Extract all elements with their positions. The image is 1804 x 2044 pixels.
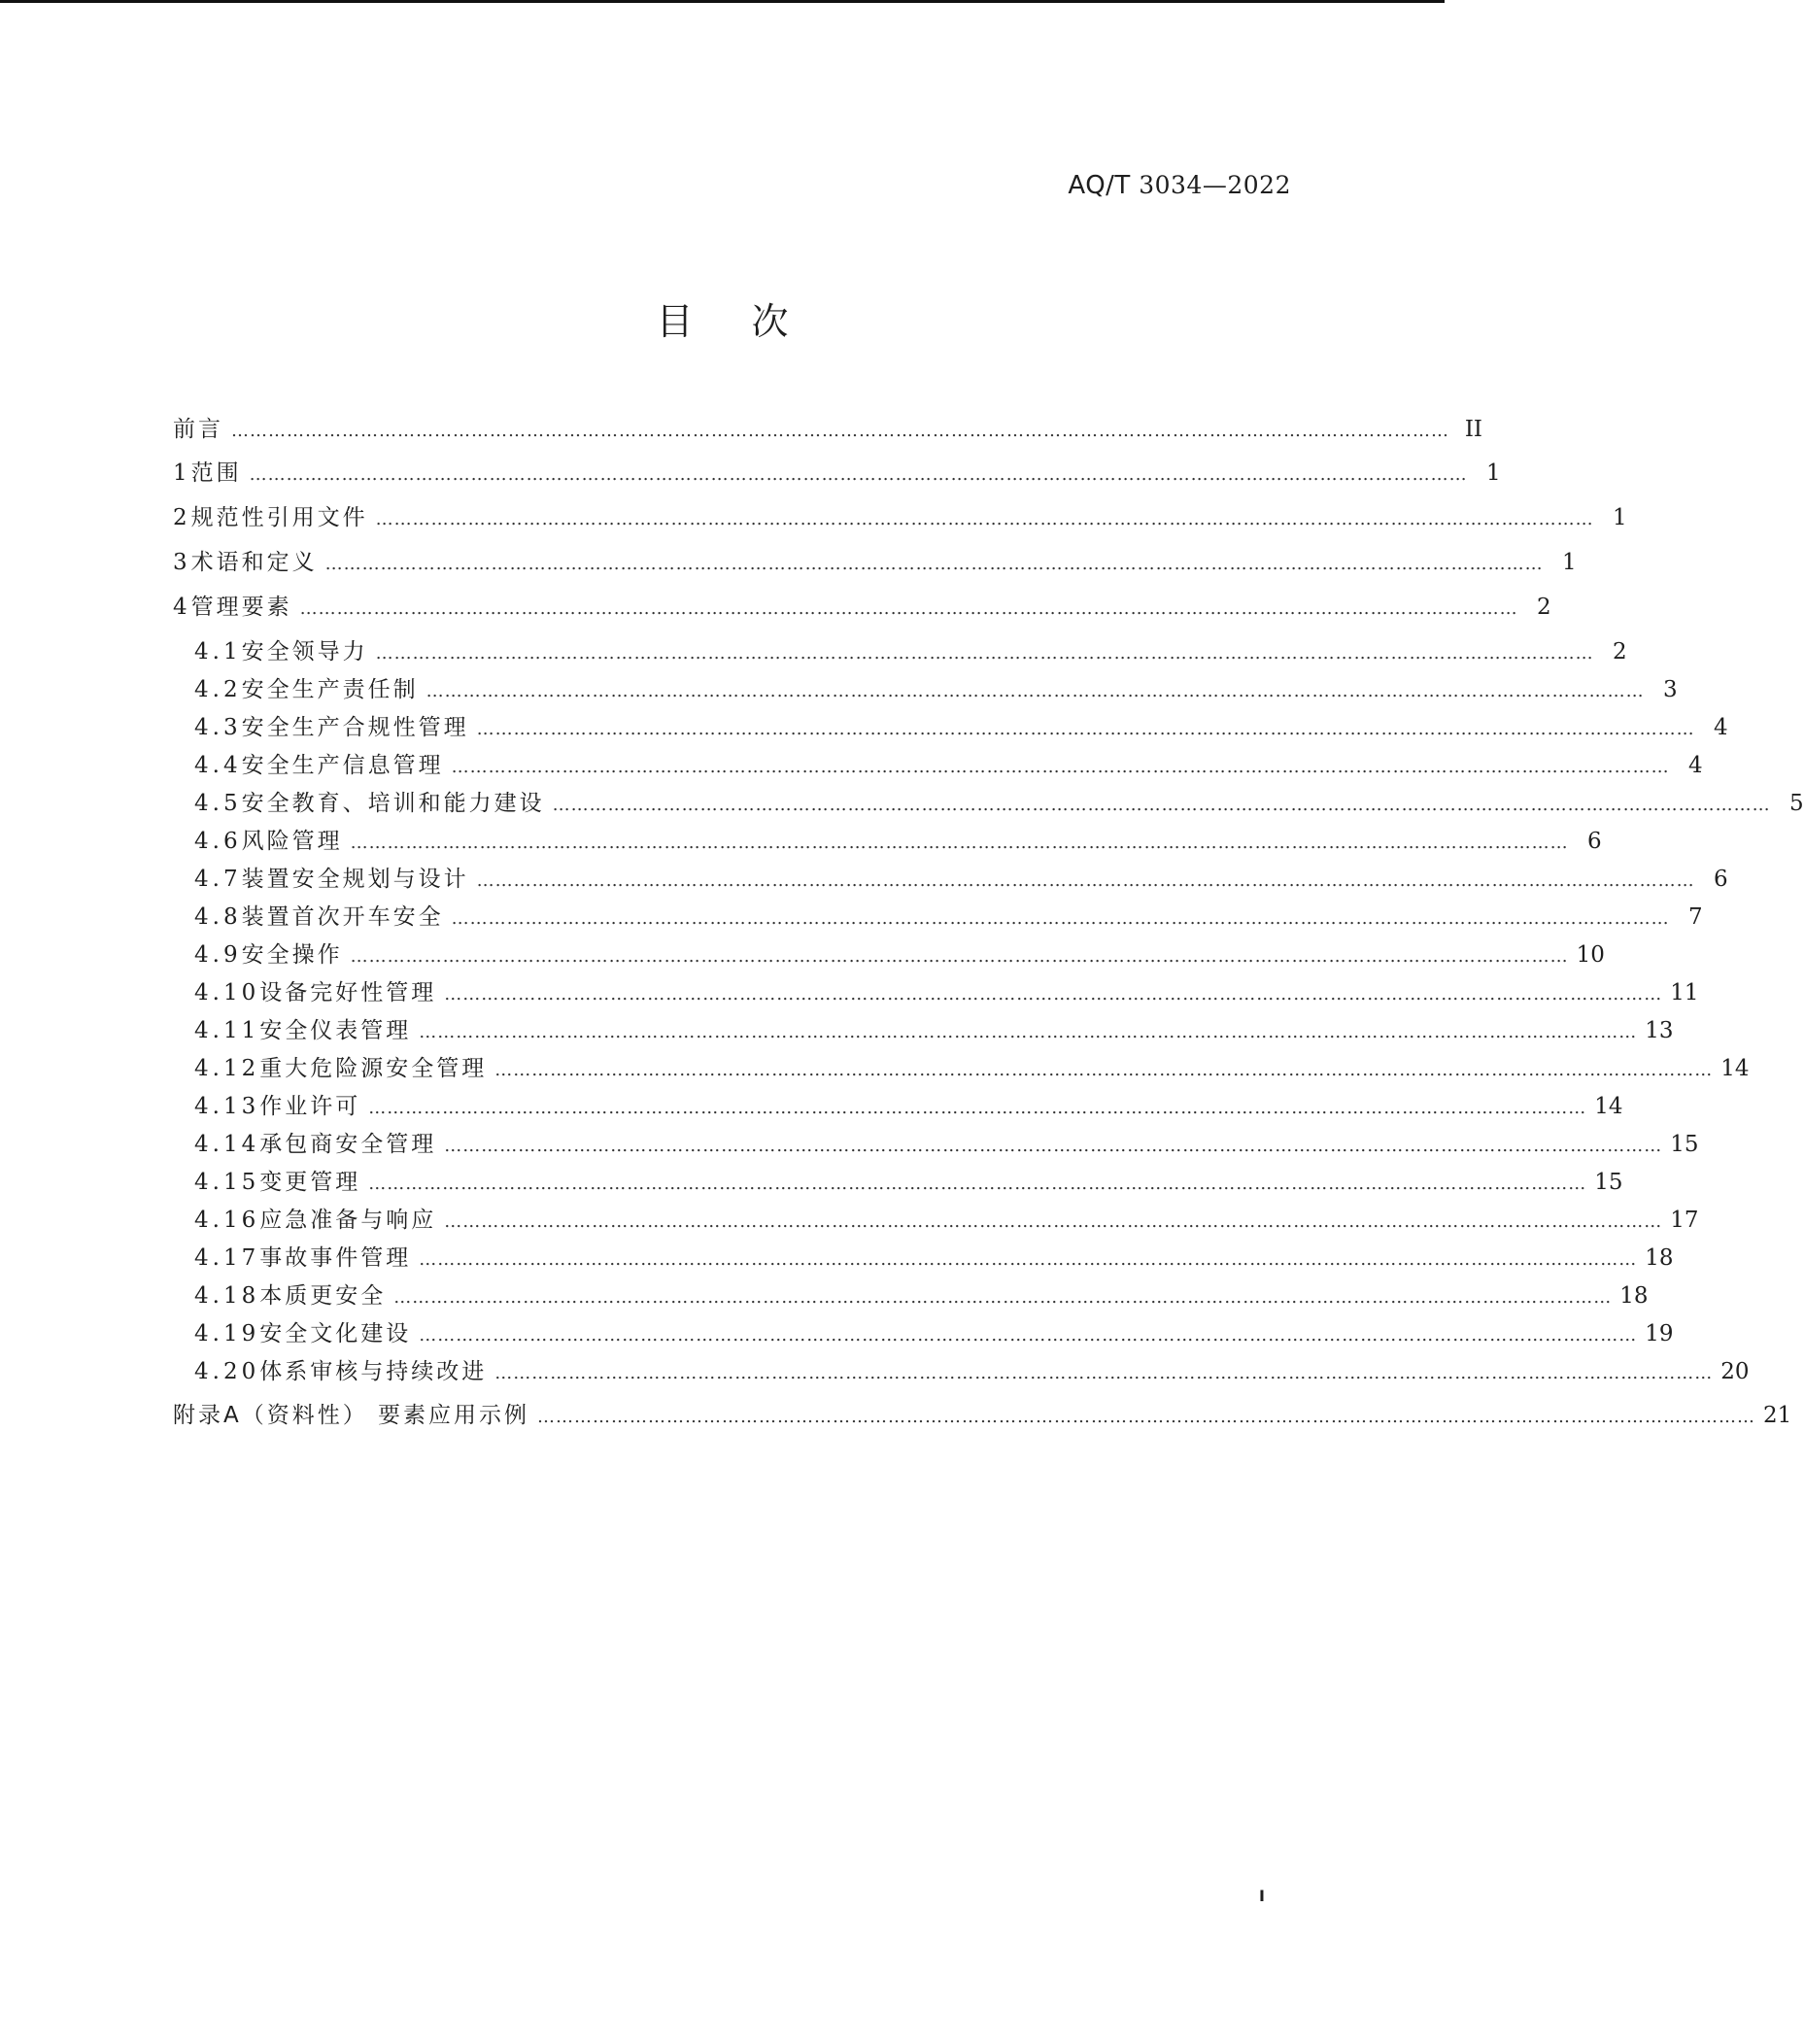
toc-page: 17 (1670, 1208, 1699, 1233)
toc-entry-appendix-a[interactable] (173, 1398, 1792, 1433)
toc-leader: ……………………………………………………………………………………………………………………………………………………………………………… (368, 1098, 1587, 1118)
toc-leader: ……………………………………………………………………………………………………………………………………………………………………………… (494, 1060, 1714, 1080)
toc-subentry[interactable] (194, 862, 1728, 897)
toc-label: 术语和定义 (190, 550, 318, 575)
toc-page: 6 (1713, 867, 1728, 892)
toc-page: 7 (1687, 904, 1703, 930)
toc-label: 承包商安全管理 (259, 1132, 437, 1157)
toc-label: 装置安全规划与设计 (241, 867, 469, 892)
toc-page: 3 (1662, 677, 1678, 702)
toc-label: 事故事件管理 (259, 1245, 412, 1271)
toc-number: 4.20 (194, 1359, 260, 1384)
toc-entry-preface[interactable] (173, 412, 1482, 447)
toc-subentry[interactable] (194, 824, 1602, 859)
standard-prefix: AQ/T (1068, 171, 1131, 200)
top-rule (0, 0, 1445, 3)
toc-number: 4.5 (194, 791, 242, 816)
toc-page: II (1464, 417, 1482, 442)
toc-page: 4 (1687, 753, 1703, 778)
toc-page: 2 (1612, 639, 1627, 664)
toc-number: 1 (173, 460, 191, 486)
standard-number: 3034—2022 (1139, 171, 1291, 199)
toc-subentry[interactable] (194, 1241, 1674, 1276)
toc-label: 规范性引用文件 (190, 505, 368, 530)
toc-number: 4.7 (194, 867, 242, 892)
toc-page: 1 (1613, 505, 1627, 530)
toc-leader: ……………………………………………………………………………………………………………………………………………………………………………… (419, 1022, 1638, 1042)
toc-number: 4.4 (194, 753, 242, 778)
toc-leader: ……………………………………………………………………………………………………………………………………………………………………………… (368, 1174, 1587, 1194)
toc-label: 安全生产责任制 (241, 677, 419, 702)
toc-label: 风险管理 (241, 829, 343, 854)
toc-leader: ……………………………………………………………………………………………………………………………………………………………………………… (444, 1136, 1663, 1156)
toc-leader: ……………………………………………………………………………………………………………………………………………………………………………… (419, 1249, 1638, 1270)
toc-number: 4.6 (194, 829, 242, 854)
toc-number: 4.13 (194, 1094, 260, 1119)
toc-page: 1 (1486, 460, 1501, 486)
toc-leader: ……………………………………………………………………………………………………………………………………………………………………………… (249, 464, 1468, 485)
toc-label: 体系审核与持续改进 (259, 1359, 488, 1384)
toc-label: 附录A（资料性） 要素应用示例 (173, 1403, 530, 1428)
toc-leader: ……………………………………………………………………………………………………………………………………………………………………………… (476, 870, 1695, 891)
toc-number: 4.8 (194, 904, 242, 930)
toc-leader: ……………………………………………………………………………………………………………………………………………………………………………… (419, 1325, 1638, 1346)
toc-label: 应急准备与响应 (259, 1208, 437, 1233)
toc-number: 4 (173, 595, 191, 620)
toc-label: 安全教育、培训和能力建设 (241, 791, 545, 816)
toc-entry[interactable] (173, 590, 1551, 625)
toc-page: 20 (1720, 1359, 1750, 1384)
toc-page: 5 (1788, 791, 1804, 816)
toc-subentry[interactable] (194, 634, 1627, 669)
toc-leader: ……………………………………………………………………………………………………………………………………………………………………………… (494, 1363, 1714, 1383)
toc-page: 18 (1645, 1245, 1674, 1271)
page-title: 目次 (656, 300, 847, 343)
toc-number: 4.14 (194, 1132, 260, 1157)
toc-label: 安全文化建设 (259, 1321, 412, 1346)
toc-label: 安全仪表管理 (259, 1018, 412, 1043)
toc-number: 4.12 (194, 1056, 260, 1081)
toc-page: 14 (1720, 1056, 1750, 1081)
toc-number: 4.16 (194, 1208, 260, 1233)
toc-page: 13 (1645, 1018, 1674, 1043)
toc-subentry[interactable] (194, 1013, 1674, 1048)
toc-label: 管理要素 (190, 595, 292, 620)
toc-subentry[interactable] (194, 1278, 1649, 1313)
toc-leader: ……………………………………………………………………………………………………………………………………………………………………………… (444, 984, 1663, 1005)
toc-page: 15 (1670, 1132, 1699, 1157)
toc-page: 14 (1594, 1094, 1623, 1119)
toc-leader: ……………………………………………………………………………………………………………………………………………………………………………… (476, 719, 1695, 739)
toc-page: 6 (1586, 829, 1602, 854)
toc-leader: ……………………………………………………………………………………………………………………………………………………………………………… (375, 643, 1594, 664)
toc-label: 安全领导力 (241, 639, 368, 664)
toc-page: 21 (1763, 1403, 1792, 1428)
toc-subentry[interactable] (194, 1203, 1699, 1238)
toc-label: 本质更安全 (259, 1283, 387, 1309)
toc-number: 4.3 (194, 715, 242, 740)
toc-leader: ……………………………………………………………………………………………………………………………………………………………………………… (451, 757, 1670, 777)
toc-leader: ……………………………………………………………………………………………………………………………………………………………………………… (425, 681, 1645, 701)
toc-entry[interactable] (173, 456, 1501, 491)
toc-subentry[interactable] (194, 975, 1699, 1010)
toc-leader: ……………………………………………………………………………………………………………………………………………………………………………… (231, 421, 1449, 441)
toc-number: 4.17 (194, 1245, 260, 1271)
toc-page: 18 (1619, 1283, 1649, 1309)
toc-page: 19 (1645, 1321, 1674, 1346)
toc-number: 3 (173, 550, 191, 575)
toc-subentry[interactable] (194, 786, 1804, 821)
toc-subentry[interactable] (194, 1089, 1623, 1124)
toc-subentry[interactable] (194, 1354, 1750, 1389)
standard-code (1068, 171, 1291, 200)
toc-subentry[interactable] (194, 937, 1605, 972)
toc-leader: ……………………………………………………………………………………………………………………………………………………………………………… (393, 1287, 1613, 1308)
toc-leader: ……………………………………………………………………………………………………………………………………………………………………………… (444, 1211, 1663, 1232)
toc-page: 4 (1713, 715, 1728, 740)
toc-label: 安全生产合规性管理 (241, 715, 469, 740)
toc-subentry[interactable] (194, 672, 1678, 707)
toc-number: 4.18 (194, 1283, 260, 1309)
toc-page: 1 (1562, 550, 1577, 575)
toc-label: 范围 (190, 460, 242, 486)
toc-page: 11 (1670, 980, 1699, 1005)
toc-label: 装置首次开车安全 (241, 904, 444, 930)
toc-leader: ……………………………………………………………………………………………………………………………………………………………………………… (299, 598, 1518, 619)
toc-leader: ……………………………………………………………………………………………………………………………………………………………………………… (537, 1407, 1756, 1427)
toc-leader: ……………………………………………………………………………………………………………………………………………………………………………… (451, 908, 1670, 929)
toc-number: 4.2 (194, 677, 242, 702)
toc-number: 4.19 (194, 1321, 260, 1346)
toc-entry[interactable] (173, 545, 1577, 580)
toc-page: 15 (1594, 1170, 1623, 1195)
toc-number: 4.10 (194, 980, 260, 1005)
toc-label: 前言 (173, 417, 223, 442)
toc-leader: ……………………………………………………………………………………………………………………………………………………………………………… (552, 795, 1771, 815)
toc-label: 安全操作 (241, 942, 343, 968)
toc-number: 4.1 (194, 639, 242, 664)
toc-label: 安全生产信息管理 (241, 753, 444, 778)
toc-subentry[interactable] (194, 1127, 1699, 1162)
toc-number: 4.9 (194, 942, 242, 968)
toc-label: 变更管理 (259, 1170, 361, 1195)
toc-subentry[interactable] (194, 1051, 1750, 1086)
toc-label: 重大危险源安全管理 (259, 1056, 488, 1081)
toc-leader: ……………………………………………………………………………………………………………………………………………………………………………… (375, 509, 1594, 529)
toc-page: 2 (1537, 595, 1551, 620)
toc-subentry[interactable] (194, 900, 1703, 935)
toc-page: 10 (1576, 942, 1605, 968)
toc-leader: ……………………………………………………………………………………………………………………………………………………………………………… (350, 833, 1569, 853)
toc-leader: ……………………………………………………………………………………………………………………………………………………………………………… (350, 946, 1569, 967)
toc-label: 设备完好性管理 (259, 980, 437, 1005)
toc-entry[interactable] (173, 500, 1627, 535)
page-number: I (1259, 1887, 1265, 1905)
toc-subentry[interactable] (194, 748, 1703, 783)
toc-label: 作业许可 (259, 1094, 361, 1119)
toc-leader: ……………………………………………………………………………………………………………………………………………………………………………… (324, 554, 1544, 574)
toc-number: 4.11 (194, 1018, 260, 1043)
toc-subentry[interactable] (194, 1316, 1674, 1351)
toc-subentry[interactable] (194, 710, 1728, 745)
toc-subentry[interactable] (194, 1165, 1623, 1200)
toc-number: 2 (173, 505, 191, 530)
toc-number: 4.15 (194, 1170, 260, 1195)
